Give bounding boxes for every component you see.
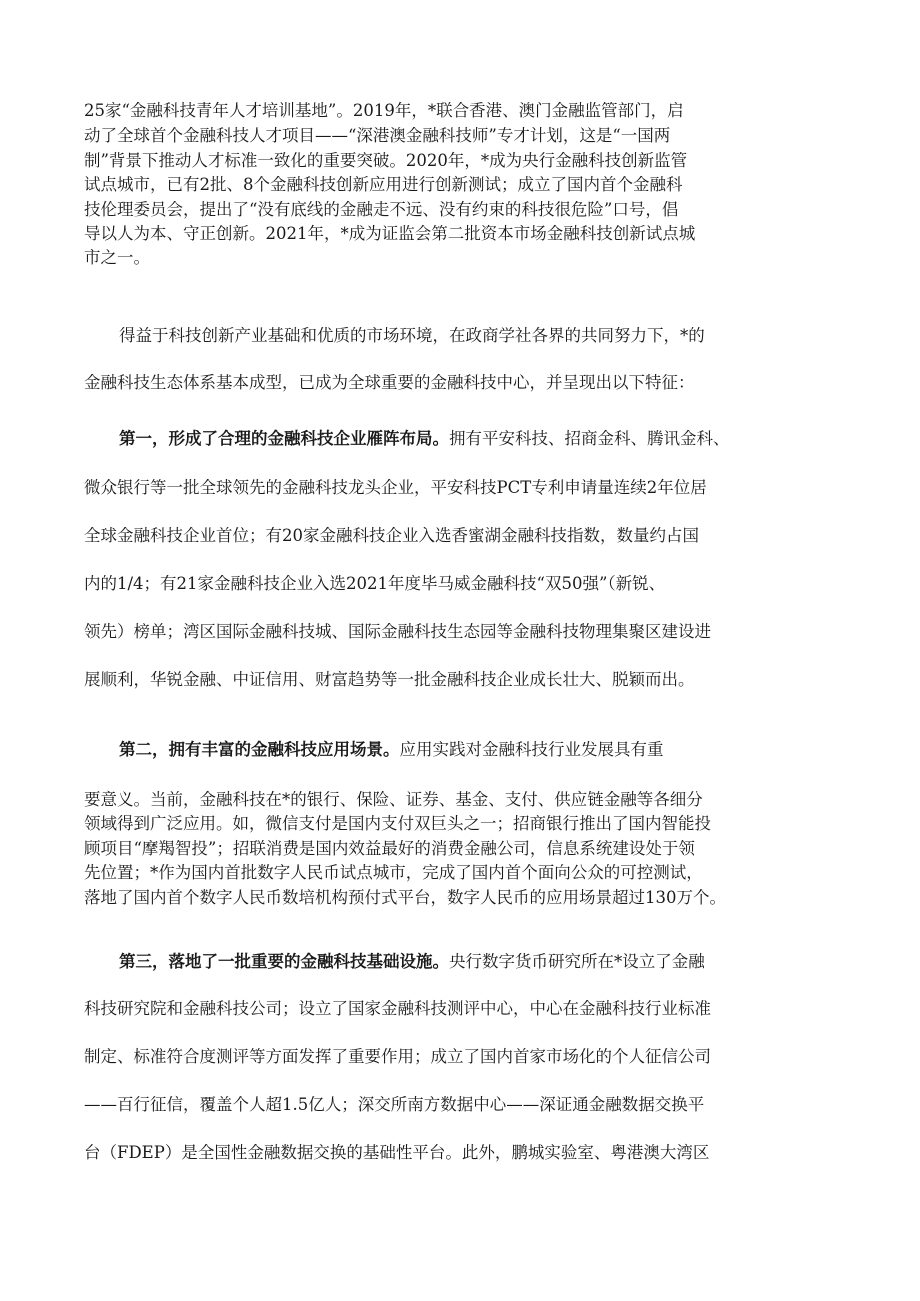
paragraph-line: 导以人为本、守正创新。2021年，*成为证监会第二批资本市场金融科技创新试点城 (84, 224, 696, 243)
paragraph-text: 应用实践对金融科技行业发展具有重 (399, 740, 664, 759)
paragraph-line: 领域得到广泛应用。如，微信支付是国内支付双巨头之一；招商银行推出了国内智能投 (84, 814, 711, 833)
paragraph-line: 技伦理委员会，提出了“没有底线的金融走不远、没有约束的科技很危险”口号，倡 (84, 200, 679, 219)
paragraph-line: 先位置；*作为国内首批数字人民币试点城市，完成了国内首个面向公众的可控测试， (84, 863, 703, 882)
paragraph-line: 落地了国内首个数字人民币数培机构预付式平台，数字人民币的应用场景超过130万个。 (84, 888, 726, 907)
section-heading-2: 第二，拥有丰富的金融科技应用场景。 (119, 740, 400, 759)
paragraph-line: 顾项目“摩羯智投”；招联消费是国内效益最好的消费金融公司，信息系统建设处于领 (84, 839, 695, 858)
paragraph-line: 25家“金融科技青年人才培训基地”。2019年，*联合香港、澳门金融监管部门，启 (84, 101, 684, 120)
paragraph-text: 央行数字货币研究所在*设立了金融 (449, 952, 705, 971)
paragraph-line: 科技研究院和金融科技公司；设立了国家金融科技测评中心，中心在金融科技行业标准 (84, 999, 711, 1018)
paragraph-line: 全球金融科技企业首位；有20家金融科技企业入选香蜜湖金融科技指数，数量约占国 (84, 526, 699, 545)
paragraph-line: 制定、标准符合度测评等方面发挥了重要作用；成立了国内首家市场化的个人征信公司 (84, 1047, 711, 1066)
paragraph-line: 市之一。 (84, 248, 150, 267)
paragraph-line-with-heading (119, 739, 664, 761)
paragraph-line-with-heading (119, 951, 705, 973)
paragraph-line: 试点城市，已有2批、8个金融科技创新应用进行创新测试；成立了国内首个金融科 (84, 175, 683, 194)
section-heading-3: 第三，落地了一批重要的金融科技基础设施。 (119, 952, 449, 971)
paragraph-line: ——百行征信，覆盖个人超1.5亿人；深交所南方数据中心——深证通金融数据交换平 (84, 1095, 705, 1114)
paragraph-line: 得益于科技创新产业基础和优质的市场环境，在政商学社各界的共同努力下，*的 (119, 326, 705, 345)
paragraph-line: 制”背景下推动人才标准一致化的重要突破。2020年，*成为央行金融科技创新监管 (84, 151, 688, 170)
paragraph-line: 金融科技生态体系基本成型，已成为全球重要的金融科技中心，并呈现出以下特征： (84, 373, 695, 392)
paragraph-text: 拥有平安科技、招商金科、腾讯金科、 (449, 429, 730, 448)
paragraph-line: 展顺利，华锐金融、中证信用、财富趋势等一批金融科技企业成长壮大、脱颖而出。 (84, 670, 695, 689)
paragraph-line: 微众银行等一批全球领先的金融科技龙头企业，平安科技PCT专利申请量连续2年位居 (84, 478, 707, 497)
paragraph-line: 动了全球首个金融科技人才项目——“深港澳金融科技师”专才计划，这是“一国两 (84, 126, 671, 145)
paragraph-line: 内的1/4；有21家金融科技企业入选2021年度毕马威金融科技“双50强”（新锐、 (84, 574, 666, 593)
section-heading-1: 第一，形成了合理的金融科技企业雁阵布局。 (119, 429, 449, 448)
paragraph-line: 领先）榜单；湾区国际金融科技城、国际金融科技生态园等金融科技物理集聚区建设进 (84, 622, 711, 641)
paragraph-line: 要意义。当前，金融科技在*的银行、保险、证券、基金、支付、供应链金融等各细分 (84, 790, 703, 809)
paragraph-line: 台（FDEP）是全国性金融数据交换的基础性平台。此外，鹏城实验室、粤港澳大湾区 (84, 1143, 710, 1162)
paragraph-line-with-heading (119, 428, 730, 450)
